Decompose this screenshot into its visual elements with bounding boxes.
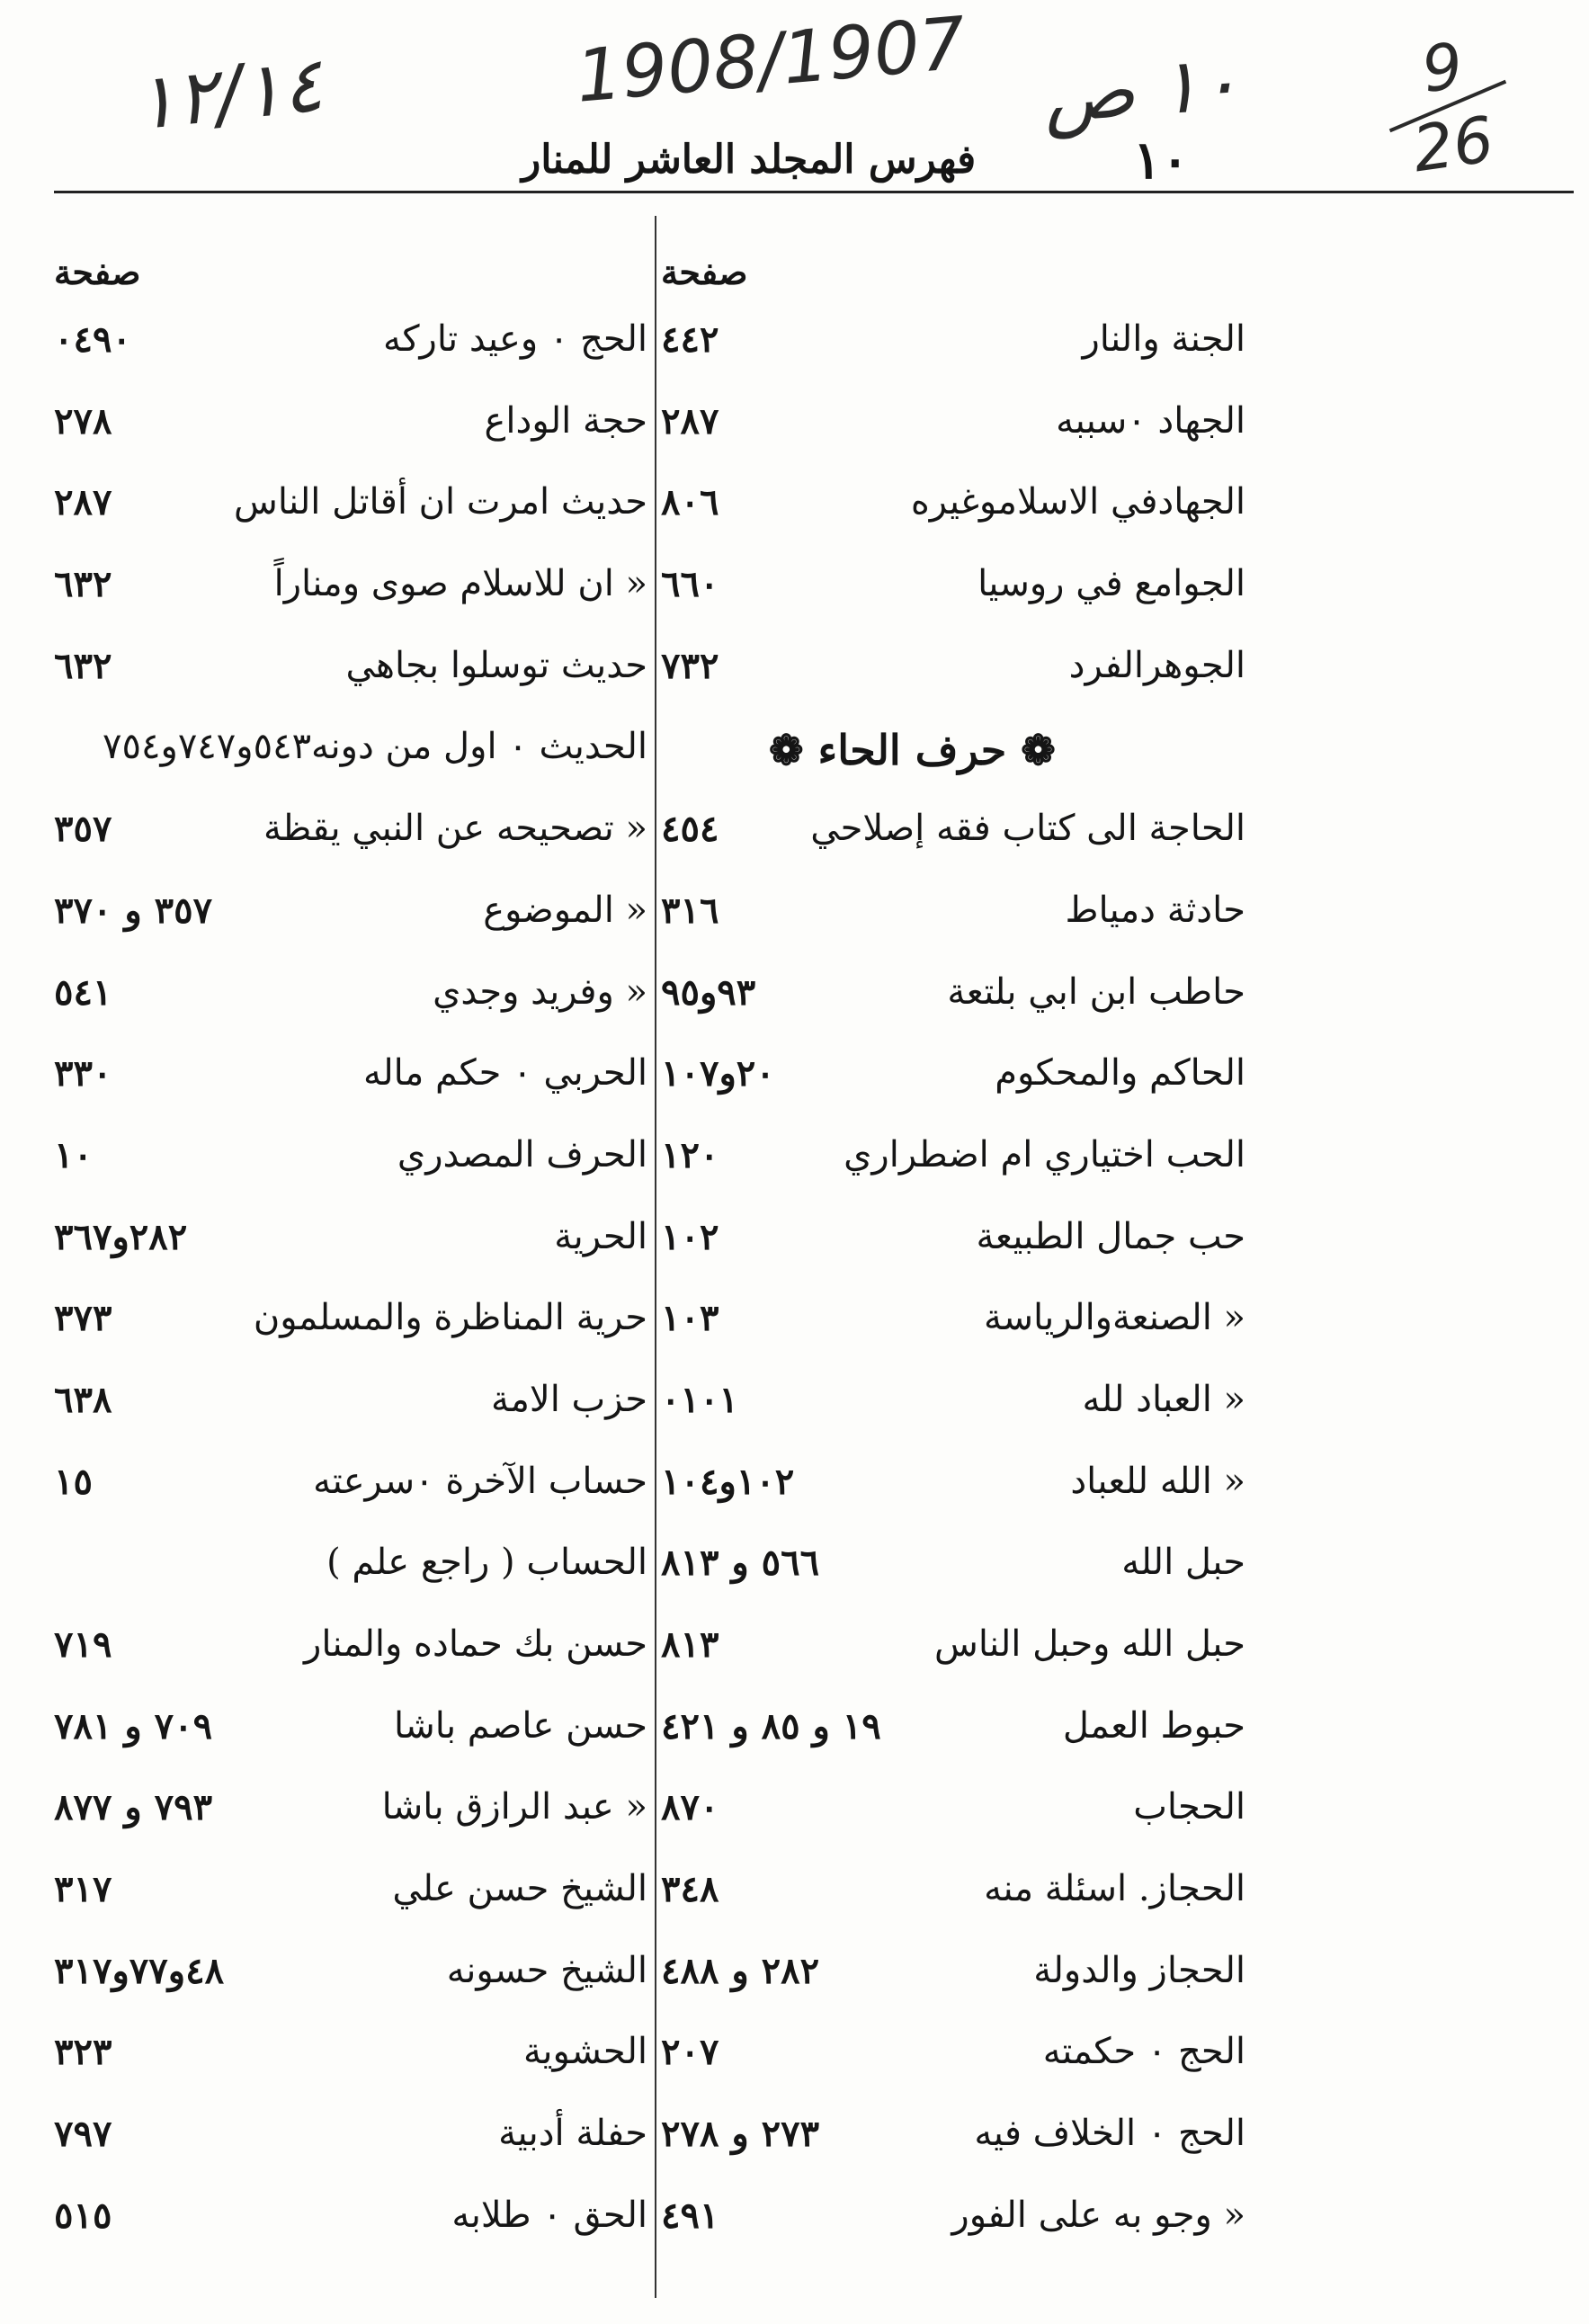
page-reference: ٢٧٨ xyxy=(54,399,112,442)
page-reference: ٢٧٣ و ٢٧٨ xyxy=(661,2113,820,2156)
index-term: حديث توسلوا بجاهي xyxy=(345,644,647,686)
index-term: « وفريد وجدي xyxy=(433,970,647,1013)
page-reference: ٨١٣ xyxy=(661,1623,719,1666)
page-reference: ٦٣٨ xyxy=(54,1378,112,1421)
page-reference: ٠٤٩٠ xyxy=(54,318,131,361)
section-heading-text: ❁ حرف الحاء ❁ xyxy=(769,726,1056,775)
index-entry xyxy=(54,1284,647,1366)
index-term: الحرية xyxy=(554,1215,647,1257)
index-entry xyxy=(661,1611,1245,1693)
index-term: الجوامع في روسيا xyxy=(978,563,1245,605)
index-entry xyxy=(661,795,1245,877)
index-entry xyxy=(661,1122,1245,1203)
index-entry xyxy=(661,1284,1245,1366)
page-reference: ١٢٠ xyxy=(661,1133,719,1176)
page-reference: ٥١٥ xyxy=(54,2194,112,2237)
header-rule xyxy=(54,191,1574,193)
page-reference: ٣٣٠ xyxy=(54,1052,112,1095)
index-term: حب جمال الطبيعة xyxy=(976,1215,1245,1257)
index-entry xyxy=(661,959,1245,1041)
page-reference: ٤٨و٧٧و٣١٧ xyxy=(54,1949,225,1992)
page-reference: ٧١٩ xyxy=(54,1623,112,1666)
index-list xyxy=(661,306,1245,2264)
page-reference: ١٠ xyxy=(54,1133,93,1176)
index-term: حسن بك حماده والمنار xyxy=(304,1623,647,1665)
section-heading xyxy=(661,713,1245,795)
index-term: الشيخ حسونه xyxy=(446,1949,647,1991)
index-entry xyxy=(54,2182,647,2264)
index-term: الحشوية xyxy=(522,2031,647,2073)
index-entry xyxy=(661,2182,1245,2264)
index-term: الحج ٠ الخلاف فيه xyxy=(974,2113,1245,2155)
column-header xyxy=(661,207,1245,306)
index-term: الحربي ٠ حكم ماله xyxy=(363,1052,647,1095)
page-reference: ٦٣٢ xyxy=(54,644,112,687)
index-entry xyxy=(54,1693,647,1774)
index-entry xyxy=(54,1448,647,1530)
index-entry xyxy=(661,1693,1245,1774)
page-reference: ٧٠٩ و ٧٨١ xyxy=(54,1704,213,1747)
index-term: الحجاب xyxy=(1133,1786,1245,1828)
index-entry xyxy=(54,1937,647,2019)
column-divider xyxy=(655,216,656,2298)
page-reference: ٤٩١ xyxy=(661,2194,719,2237)
column-header xyxy=(54,207,647,306)
page-reference: ٢٨٢ و ٤٨٨ xyxy=(661,1949,820,1992)
index-term: الحاكم والمحكوم xyxy=(995,1052,1245,1095)
index-term: حزب الامة xyxy=(491,1378,647,1420)
fraction-bottom: 26 xyxy=(1408,102,1498,187)
page-reference: ٣١٧ xyxy=(54,1868,112,1911)
page-reference: ٢٠و١٠٧ xyxy=(661,1052,775,1095)
index-term: حبل الله وحبل الناس xyxy=(933,1623,1245,1665)
index-entry xyxy=(54,959,647,1041)
index-entry xyxy=(54,713,647,795)
index-term: الحاجة الى كتاب فقه إصلاحي xyxy=(810,808,1245,850)
page-reference: ٣٤٨ xyxy=(661,1868,719,1911)
page-reference: ٨٠٦ xyxy=(661,481,719,524)
page-reference: ٧٩٧ xyxy=(54,2113,112,2156)
index-entry xyxy=(54,2100,647,2182)
page-column-label: صفحة xyxy=(661,252,748,292)
page-reference: ٩٣و٩٥ xyxy=(661,970,756,1014)
index-term: الجهاد ٠سببه xyxy=(1056,399,1245,442)
index-term: الحج ٠ وعيد تاركه xyxy=(383,318,647,360)
index-term: « الموضوع xyxy=(483,889,647,931)
index-entry xyxy=(661,877,1245,959)
page-reference: ١٥ xyxy=(54,1460,93,1503)
index-entry xyxy=(661,469,1245,550)
index-entry xyxy=(54,1122,647,1203)
page-reference: ١٠٢و١٠٤ xyxy=(661,1460,795,1503)
index-entry xyxy=(661,1529,1245,1611)
page-reference: ٢٨٧ xyxy=(661,399,719,442)
page-reference: ٢٨٢و٣٦٧ xyxy=(54,1215,188,1258)
index-term: « العباد لله xyxy=(1082,1378,1245,1420)
page-reference: ٦٣٢ xyxy=(54,563,112,606)
index-entry xyxy=(661,1203,1245,1285)
index-entry xyxy=(54,2018,647,2100)
index-term: حسن عاصم باشا xyxy=(394,1704,647,1747)
index-term: حاطب ابن ابي بلتعة xyxy=(947,970,1245,1013)
page-reference: ٨٧٠ xyxy=(661,1786,719,1829)
page-reference: ٣٥٧ xyxy=(54,808,112,851)
page-reference: ٣١٦ xyxy=(661,889,719,932)
index-term: « الله للعباد xyxy=(1070,1460,1245,1502)
index-entry xyxy=(54,1774,647,1855)
index-term: الحرف المصدري xyxy=(397,1133,647,1175)
index-entry xyxy=(54,1366,647,1448)
page-title: فهرس المجلد العاشر للمنار xyxy=(522,137,977,183)
index-term: الحجاز. اسئلة منه xyxy=(984,1868,1245,1910)
index-entry xyxy=(54,1203,647,1285)
index-entry xyxy=(54,1529,647,1611)
index-entry xyxy=(661,388,1245,469)
index-term: الجهادفي الاسلاموغيره xyxy=(910,481,1245,523)
index-entry xyxy=(54,877,647,959)
index-entry xyxy=(661,550,1245,632)
page-reference: ٢٨٧ xyxy=(54,481,112,524)
index-entry xyxy=(661,1774,1245,1855)
index-entry xyxy=(661,1448,1245,1530)
page-number: ١٠ xyxy=(1133,130,1190,191)
index-term: « الصنعةوالرياسة xyxy=(984,1297,1245,1339)
index-term: الجنة والنار xyxy=(1082,318,1245,360)
index-entry xyxy=(661,1855,1245,1937)
index-term: الحق ٠ طلابه xyxy=(451,2194,647,2236)
handwritten-note-left: ١٢/١٤ xyxy=(130,40,327,147)
index-entry xyxy=(661,1366,1245,1448)
handwritten-note-middle: ١٠ ص xyxy=(1040,38,1243,140)
index-term: الحج ٠ حكمته xyxy=(1042,2031,1245,2073)
page-column-label: صفحة xyxy=(54,252,141,292)
index-term: الجوهرالفرد xyxy=(1068,644,1245,686)
index-column-right xyxy=(661,207,1245,2264)
fraction-top: 9 xyxy=(1417,28,1468,108)
index-entry xyxy=(54,632,647,714)
index-entry xyxy=(661,1937,1245,2019)
index-term: حجة الوداع xyxy=(484,399,647,442)
page-reference: ١٩ و ٨٥ و ٤٢١ xyxy=(661,1704,881,1747)
index-term: حرية المناظرة والمسلمون xyxy=(253,1297,647,1339)
page-reference: ٠١٠١ xyxy=(661,1378,738,1421)
page-reference: ٣٥٧ و ٣٧٠ xyxy=(54,889,213,932)
page-reference: ٤٥٤ xyxy=(661,808,719,851)
index-entry xyxy=(54,388,647,469)
index-entry xyxy=(54,306,647,388)
index-term: « عبد الرازق باشا xyxy=(381,1786,647,1828)
index-term: الحساب ( راجع علم ) xyxy=(326,1542,647,1584)
index-term: حساب الآخرة ٠سرعته xyxy=(313,1460,647,1502)
index-term: حادثة دمياط xyxy=(1065,889,1245,931)
handwritten-note-years: 1908/1907 xyxy=(572,1,969,119)
page-reference: ٦٦٠ xyxy=(661,563,719,606)
index-term: « وجو به على الفور xyxy=(951,2194,1245,2236)
page-reference: ٤٤٢ xyxy=(661,318,719,361)
index-term: الحب اختياري ام اضطراري xyxy=(844,1133,1245,1175)
index-term: حديث امرت ان أقاتل الناس xyxy=(234,481,647,523)
page-reference: ٧٩٣ و ٨٧٧ xyxy=(54,1786,213,1829)
index-term: الحجاز والدولة xyxy=(1033,1949,1245,1991)
page-reference: ٣٢٣ xyxy=(54,2031,112,2074)
index-entry xyxy=(54,795,647,877)
index-term: الحديث ٠ اول من دونه٥٤٣و٧٤٧و٧٥٤ xyxy=(103,726,647,768)
page-header xyxy=(54,126,1574,189)
index-entry xyxy=(54,1040,647,1122)
index-term: حبل الله xyxy=(1121,1542,1245,1584)
index-entry xyxy=(661,2100,1245,2182)
page-reference: ١٠٢ xyxy=(661,1215,719,1258)
page-reference: ١٠٣ xyxy=(661,1297,719,1340)
index-entry xyxy=(54,1855,647,1937)
index-entry xyxy=(661,306,1245,388)
index-list xyxy=(54,306,647,2264)
index-term: « ان للاسلام صوى ومناراً xyxy=(273,563,647,605)
index-term: حفلة أدبية xyxy=(498,2113,647,2155)
index-term: « تصحيحه عن النبي يقظة xyxy=(263,808,647,850)
page-reference: ٥٦٦ و ٨١٣ xyxy=(661,1542,820,1585)
index-entry xyxy=(54,1611,647,1693)
index-term: حبوط العمل xyxy=(1062,1704,1245,1747)
index-entry xyxy=(661,632,1245,714)
index-column-left xyxy=(54,207,647,2264)
index-entry xyxy=(54,469,647,550)
index-entry xyxy=(661,1040,1245,1122)
page-reference: ٢٠٧ xyxy=(661,2031,719,2074)
index-entry xyxy=(54,550,647,632)
index-entry xyxy=(661,2018,1245,2100)
page-reference: ٥٤١ xyxy=(54,970,112,1014)
page-reference: ٣٧٣ xyxy=(54,1297,112,1340)
index-term: الشيخ حسن علي xyxy=(392,1868,647,1910)
page-reference: ٧٣٢ xyxy=(661,644,719,687)
